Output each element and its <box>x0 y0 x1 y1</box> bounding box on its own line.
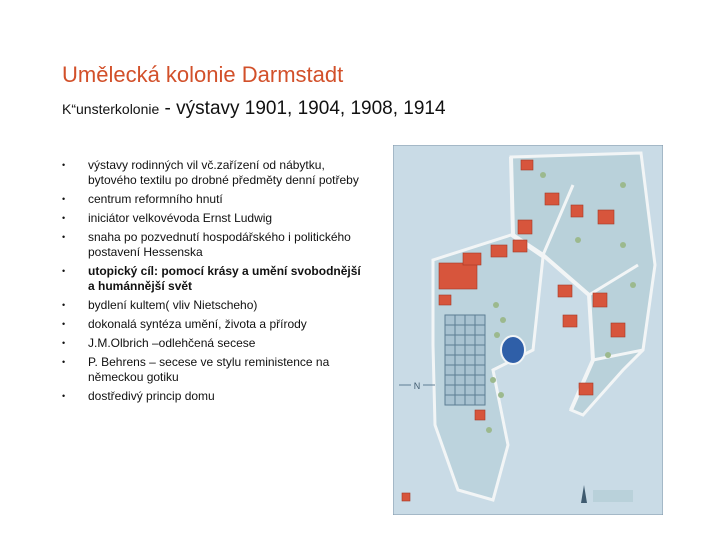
bullet-icon: • <box>62 160 66 170</box>
bullet-item: • dostředivý princip domu <box>62 389 215 403</box>
map-building <box>598 210 614 224</box>
legend-box <box>593 490 633 502</box>
map-building <box>558 285 572 297</box>
bullet-item: • J.M.Olbrich –odlehčená secese <box>62 336 256 350</box>
slide-subtitle <box>62 98 446 120</box>
map-building <box>593 293 607 307</box>
bullet-icon: • <box>62 266 66 276</box>
map-building <box>463 253 481 265</box>
map-building <box>475 410 485 420</box>
bullet-icon: • <box>62 232 66 242</box>
bullet-item: • centrum reformního hnutí <box>62 192 223 206</box>
bullet-icon: • <box>62 357 66 367</box>
bullet-icon: • <box>62 194 66 204</box>
subtitle-prefix: K“unsterkolonie <box>62 101 160 117</box>
bullet-list <box>62 158 362 408</box>
map-building <box>611 323 625 337</box>
bullet-item: • bydlení kultem( vliv Nietscheho) <box>62 298 258 312</box>
map-gallery-grid <box>445 315 485 405</box>
slide-title: Umělecká kolonie Darmstadt <box>62 62 344 87</box>
north-label: N <box>413 381 421 391</box>
bullet-icon: • <box>62 338 66 348</box>
map-building <box>579 383 593 395</box>
bullet-item: • dokonalá syntéza umění, života a přírody <box>62 317 307 331</box>
bullet-item: • iniciátor velkovévoda Ernst Ludwig <box>62 211 273 225</box>
map-building <box>563 315 577 327</box>
subtitle-main: - výstavy 1901, 1904, 1908, 1914 <box>159 98 446 119</box>
map-building <box>545 193 559 205</box>
map-building <box>521 160 533 170</box>
map-pool <box>501 336 525 364</box>
map-building <box>439 295 451 305</box>
bullet-item: • P. Behrens – secese ve stylu reministence na německou gotiku <box>62 355 330 384</box>
bullet-item: • utopický cíl: pomocí krásy a umění svobodnější a humánnější svět <box>62 264 361 293</box>
bullet-icon: • <box>62 391 66 401</box>
colony-site-map <box>393 145 663 515</box>
bullet-icon: • <box>62 319 66 329</box>
map-building <box>518 220 532 234</box>
bullet-item: • snaha po pozvednutí hospodářského i politického postavení Hessenska <box>62 230 351 259</box>
bullet-item: • výstavy rodinných vil vč.zařízení od nábytku, bytového textilu po drobné předměty denní potřeby <box>62 158 359 187</box>
bullet-icon: • <box>62 300 66 310</box>
map-building <box>402 493 410 501</box>
map-building <box>571 205 583 217</box>
map-building <box>439 263 477 289</box>
map-building <box>491 245 507 257</box>
bullet-icon: • <box>62 213 66 223</box>
map-building <box>513 240 527 252</box>
